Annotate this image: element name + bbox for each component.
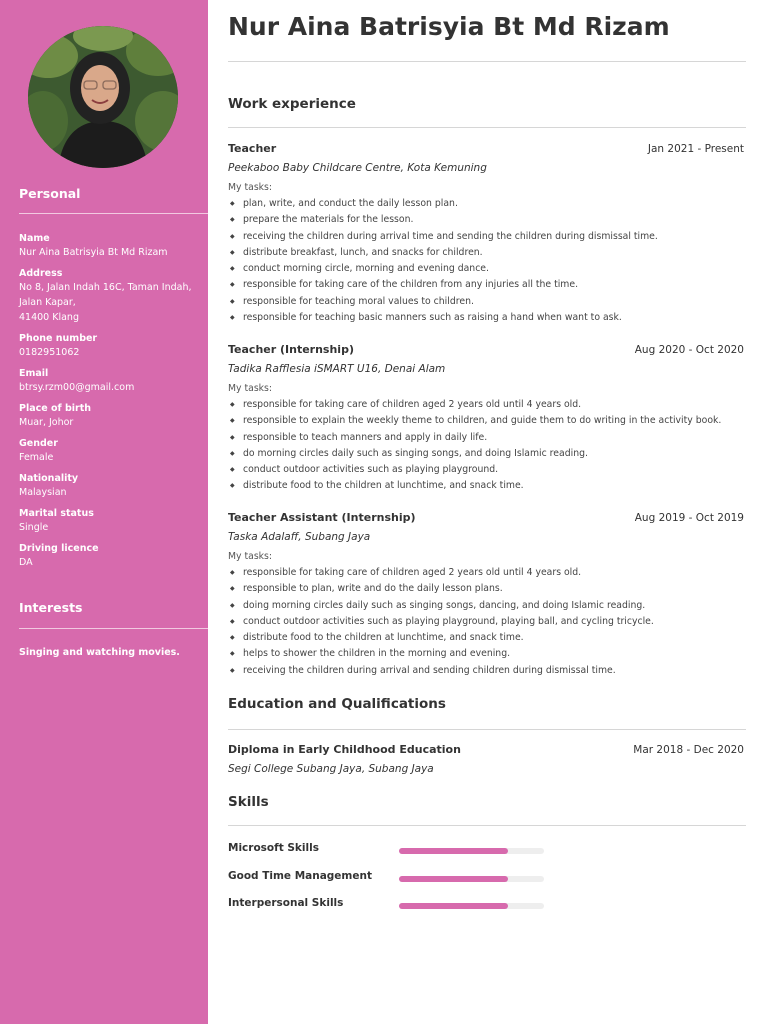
task-text: distribute food to the children at lunchtime, and snack time.	[243, 632, 524, 644]
skill-name: Microsoft Skills	[228, 842, 319, 854]
personal-label: Email	[19, 368, 49, 379]
task-text: responsible to explain the weekly theme to children, and guide them to do writing in the activity book.	[243, 415, 722, 427]
skill-bar-track	[399, 903, 544, 909]
job-header	[228, 142, 744, 160]
personal-heading: Personal	[19, 186, 81, 201]
skills-title: Skills	[228, 794, 269, 810]
bullet-icon: ◆	[230, 281, 235, 289]
job-company: Tadika Rafflesia iSMART U16, Denai Alam	[228, 363, 446, 375]
task-text: distribute food to the children at lunchtime, and snack time.	[243, 480, 524, 492]
personal-label: Phone number	[19, 333, 98, 344]
personal-value: btrsy.rzm00@gmail.com	[19, 382, 135, 393]
bullet-icon: ◆	[230, 634, 235, 642]
personal-label: Name	[19, 233, 50, 244]
list-item	[228, 614, 744, 630]
education-title: Education and Qualifications	[228, 696, 446, 712]
profile-photo	[28, 26, 178, 168]
bullet-icon: ◆	[230, 466, 235, 474]
task-text: responsible for taking care of children aged 2 years old until 4 years old.	[243, 399, 582, 410]
bullet-icon: ◆	[230, 248, 235, 256]
task-list	[228, 397, 744, 495]
skill-row	[228, 897, 548, 913]
job-header	[228, 343, 744, 361]
bullet-icon: ◆	[230, 200, 235, 207]
list-item	[228, 229, 744, 245]
personal-label: Gender	[19, 438, 58, 449]
list-item	[228, 212, 744, 228]
task-text: responsible for teaching basic manners such as raising a hand when want to ask.	[243, 312, 622, 324]
education-header	[228, 743, 744, 761]
personal-value: Muar, Johor	[19, 417, 74, 428]
personal-item-nationality	[19, 472, 204, 500]
bullet-icon: ◆	[230, 232, 235, 240]
skill-bar-fill	[399, 876, 508, 882]
job-title: Teacher (Internship)	[228, 343, 354, 356]
personal-item-birthplace	[19, 402, 204, 430]
job-title: Teacher	[228, 142, 277, 155]
list-item	[228, 581, 744, 597]
bullet-icon: ◆	[230, 482, 235, 490]
task-text: responsible for taking care of the children from any injuries all the time.	[243, 279, 579, 291]
education-entry	[228, 743, 744, 781]
job-date: Aug 2020 - Oct 2020	[634, 344, 744, 356]
interests-text: Singing and watching movies.	[19, 647, 180, 658]
education-date: Mar 2018 - Dec 2020	[633, 744, 744, 756]
list-item	[228, 430, 744, 446]
personal-label: Marital status	[19, 508, 94, 519]
job-tasks-label: My tasks:	[228, 182, 273, 193]
skill-row	[228, 870, 548, 886]
personal-value: Single	[19, 522, 49, 533]
task-list	[228, 196, 744, 326]
education-degree: Diploma in Early Childhood Education	[228, 743, 461, 756]
task-text: plan, write, and conduct the daily lesson plan.	[243, 198, 458, 209]
task-text: responsible for teaching moral values to children.	[243, 295, 474, 307]
personal-divider	[19, 213, 208, 214]
bullet-icon: ◆	[230, 401, 235, 408]
list-item	[228, 646, 744, 662]
job-company: Peekaboo Baby Childcare Centre, Kota Kemuning	[228, 162, 487, 174]
list-item	[228, 663, 744, 679]
personal-item-marital-status	[19, 507, 204, 535]
bullet-icon: ◆	[230, 433, 235, 441]
task-text: responsible to plan, write and do the daily lesson plans.	[243, 583, 503, 595]
personal-item-driving-licence	[19, 542, 204, 570]
bullet-icon: ◆	[230, 585, 235, 593]
personal-info	[19, 232, 204, 577]
personal-label: Place of birth	[19, 403, 92, 414]
personal-item-name	[19, 232, 204, 260]
job-tasks-label: My tasks:	[228, 383, 273, 394]
candidate-name: Nur Aina Batrisyia Bt Md Rizam	[228, 12, 670, 41]
education-divider	[228, 729, 746, 730]
list-item	[228, 630, 744, 646]
bullet-icon: ◆	[230, 449, 235, 457]
sidebar	[0, 0, 208, 1024]
bullet-icon: ◆	[230, 297, 235, 305]
personal-value: Female	[19, 452, 54, 463]
personal-value: DA	[19, 557, 33, 568]
job-tasks-label: My tasks:	[228, 551, 273, 562]
skill-bar-fill	[399, 903, 508, 909]
personal-item-phone	[19, 332, 204, 360]
task-text: conduct outdoor activities such as playing playground.	[243, 464, 499, 476]
personal-value: Nur Aina Batrisyia Bt Md Rizam	[19, 247, 168, 258]
personal-value: No 8, Jalan Indah 16C, Taman Indah, Jalan Kapar, 41400 Klang	[19, 282, 192, 323]
task-text: receiving the children during arrival time and sending the children during dismissal time.	[243, 230, 658, 242]
task-text: conduct morning circle, morning and evening dance.	[243, 263, 489, 275]
personal-item-email	[19, 367, 204, 395]
skill-name: Interpersonal Skills	[228, 897, 344, 909]
bullet-icon: ◆	[230, 569, 235, 576]
bullet-icon: ◆	[230, 601, 235, 609]
skill-bar-track	[399, 848, 544, 854]
task-text: distribute breakfast, lunch, and snacks for children.	[243, 246, 483, 258]
bullet-icon: ◆	[230, 314, 235, 322]
personal-label: Driving licence	[19, 543, 99, 554]
personal-label: Address	[19, 268, 63, 279]
list-item	[228, 261, 744, 277]
skill-bar-fill	[399, 848, 508, 854]
list-item	[228, 294, 744, 310]
list-item	[228, 462, 744, 478]
task-text: receiving the children during arrival and sending children during dismissal time.	[243, 664, 616, 676]
personal-value: 0182951062	[19, 347, 80, 358]
personal-item-address	[19, 267, 204, 325]
job-date: Aug 2019 - Oct 2019	[634, 512, 744, 524]
skill-name: Good Time Management	[228, 870, 372, 882]
list-item	[228, 565, 744, 581]
personal-item-gender	[19, 437, 204, 465]
job-company: Taska Adalaff, Subang Jaya	[228, 531, 371, 543]
list-item	[228, 277, 744, 293]
job-entry	[228, 142, 744, 326]
skill-bar-track	[399, 876, 544, 882]
bullet-icon: ◆	[230, 417, 235, 425]
task-text: doing morning circles daily such as singing songs, dancing, and doing Islamic reading.	[243, 599, 646, 611]
job-date: Jan 2021 - Present	[647, 143, 744, 155]
list-item	[228, 446, 744, 462]
skill-row	[228, 842, 548, 858]
education-school: Segi College Subang Jaya, Subang Jaya	[228, 763, 434, 775]
list-item	[228, 245, 744, 261]
job-header	[228, 511, 744, 529]
task-text: helps to shower the children in the morning and evening.	[243, 648, 511, 660]
bullet-icon: ◆	[230, 265, 235, 273]
task-text: do morning circles daily such as singing songs, and doing Islamic reading.	[243, 447, 588, 459]
list-item	[228, 310, 744, 326]
task-text: prepare the materials for the lesson.	[243, 214, 414, 226]
personal-label: Nationality	[19, 473, 79, 484]
list-item	[228, 478, 744, 494]
task-text: responsible to teach manners and apply in daily life.	[243, 431, 488, 443]
bullet-icon: ◆	[230, 617, 235, 625]
list-item	[228, 413, 744, 429]
job-entry	[228, 511, 744, 679]
bullet-icon: ◆	[230, 216, 235, 224]
work-divider	[228, 127, 746, 128]
profile-photo-icon	[28, 26, 178, 168]
skills-divider	[228, 825, 746, 826]
work-experience-title: Work experience	[228, 96, 356, 112]
job-title: Teacher Assistant (Internship)	[228, 511, 416, 524]
bullet-icon: ◆	[230, 650, 235, 658]
interests-heading: Interests	[19, 600, 83, 615]
name-divider	[228, 61, 746, 62]
list-item	[228, 397, 744, 413]
task-text: conduct outdoor activities such as playing playground, playing ball, and cycling tricycle.	[243, 615, 654, 627]
personal-value: Malaysian	[19, 487, 67, 498]
list-item	[228, 196, 744, 212]
task-text: responsible for taking care of children aged 2 years old until 4 years old.	[243, 567, 582, 578]
task-list	[228, 565, 744, 679]
list-item	[228, 598, 744, 614]
job-entry	[228, 343, 744, 495]
bullet-icon: ◆	[230, 666, 235, 674]
interests-divider	[19, 628, 208, 629]
